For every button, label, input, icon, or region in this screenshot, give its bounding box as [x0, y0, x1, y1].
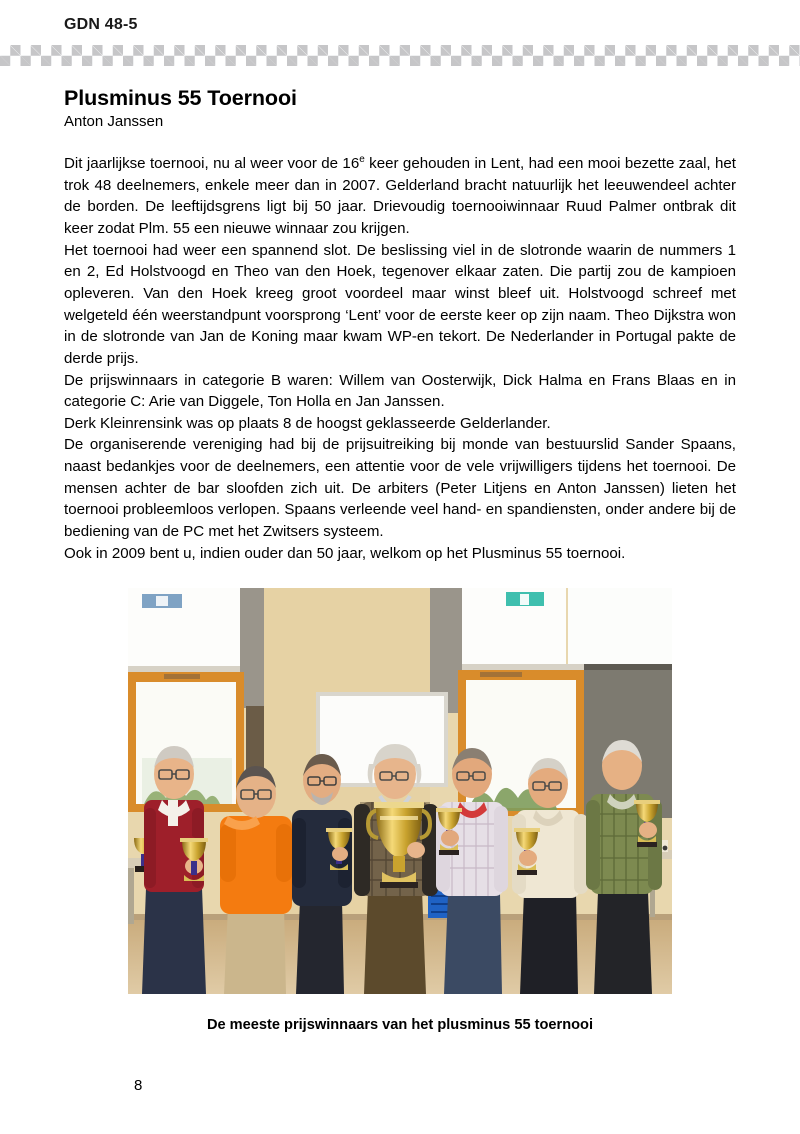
page-number: 8 [134, 1077, 143, 1094]
page-header [0, 0, 800, 72]
page-title: Plusminus 55 Toernooi [64, 86, 297, 110]
photo-figure [128, 588, 672, 1034]
photo-illustration [128, 588, 672, 994]
checkerboard-rule [0, 45, 800, 66]
ordinal-suffix: e [359, 153, 365, 165]
paragraph-5: De organiserende vereniging had bij de prijsuitreiking bij monde van bestuurslid Sander Spaans, naast bedankjes voor de deelnemers, een attentie voor de vele vrijwilligers tijdens het toernooi. De mensen achter de bar sloofden zich uit. De arbiters (Peter Litjens en Anton Janssen) lieten het toernooi probleemloos verlopen. Spaans verleende veel hand- en spandiensten, onder andere bij de bediening van de PC met het Zwitsers systeem. [64, 436, 736, 541]
paragraph-1 [64, 153, 736, 240]
tournament-photo [128, 588, 672, 994]
issue-label: GDN 48-5 [64, 16, 138, 33]
article-byline: Anton Janssen [64, 112, 164, 130]
paragraph-1-before-ordinal: Dit jaarlijkse toernooi, nu al weer voor de 16 [64, 154, 360, 172]
article [64, 86, 736, 564]
photo-caption: De meeste prijswinnaars van het plusminus 55 toernooi [206, 1017, 594, 1033]
paragraph-6: Ook in 2009 bent u, indien ouder dan 50 jaar, welkom op het Plusminus 55 toernooi. [64, 544, 626, 562]
paragraph-4: Derk Kleinrensink was op plaats 8 de hoogst geklasseerde Gelderlander. [64, 414, 551, 432]
article-body [64, 153, 736, 564]
paragraph-1-after-ordinal: keer gehouden in Lent, had een mooi bezette zaal, het trok 48 deelnemers, enkele meer dan in 2007. Gelderland bracht natuurlijk het leeuwendeel achter de borden. De leeftijdsgrens ligt bij 50 jaar. Drievoudig toernooiwinnaar Ruud Palmer ontbrak dit keer zodat Plm. 55 een nieuwe winnaar zou krijgen. [64, 154, 736, 237]
paragraph-3: De prijswinnaars in categorie B waren: Willem van Oosterwijk, Dick Halma en Frans Blaas en in categorie C: Arie van Diggele, Ton Holla en Jan Janssen. [64, 371, 736, 411]
paragraph-2: Het toernooi had weer een spannend slot. De beslissing viel in de slotronde waarin de nummers 1 en 2, Ed Holstvoogd en Theo van den Hoek, tegenover elkaar zaten. Die partij zou de kampioen opleveren. Van den Hoek kreeg groot voordeel maar winst bleef uit. Holstvoogd schreef met welgeteld één weerstandpunt voorsprong ‘Lent’ voor de eerste keer op zijn naam. Theo Dijkstra won in de slotronde van Jan de Koning maar kwam WP-en tekort. De Nederlander in Portugal pakte de derde prijs. [64, 241, 736, 367]
